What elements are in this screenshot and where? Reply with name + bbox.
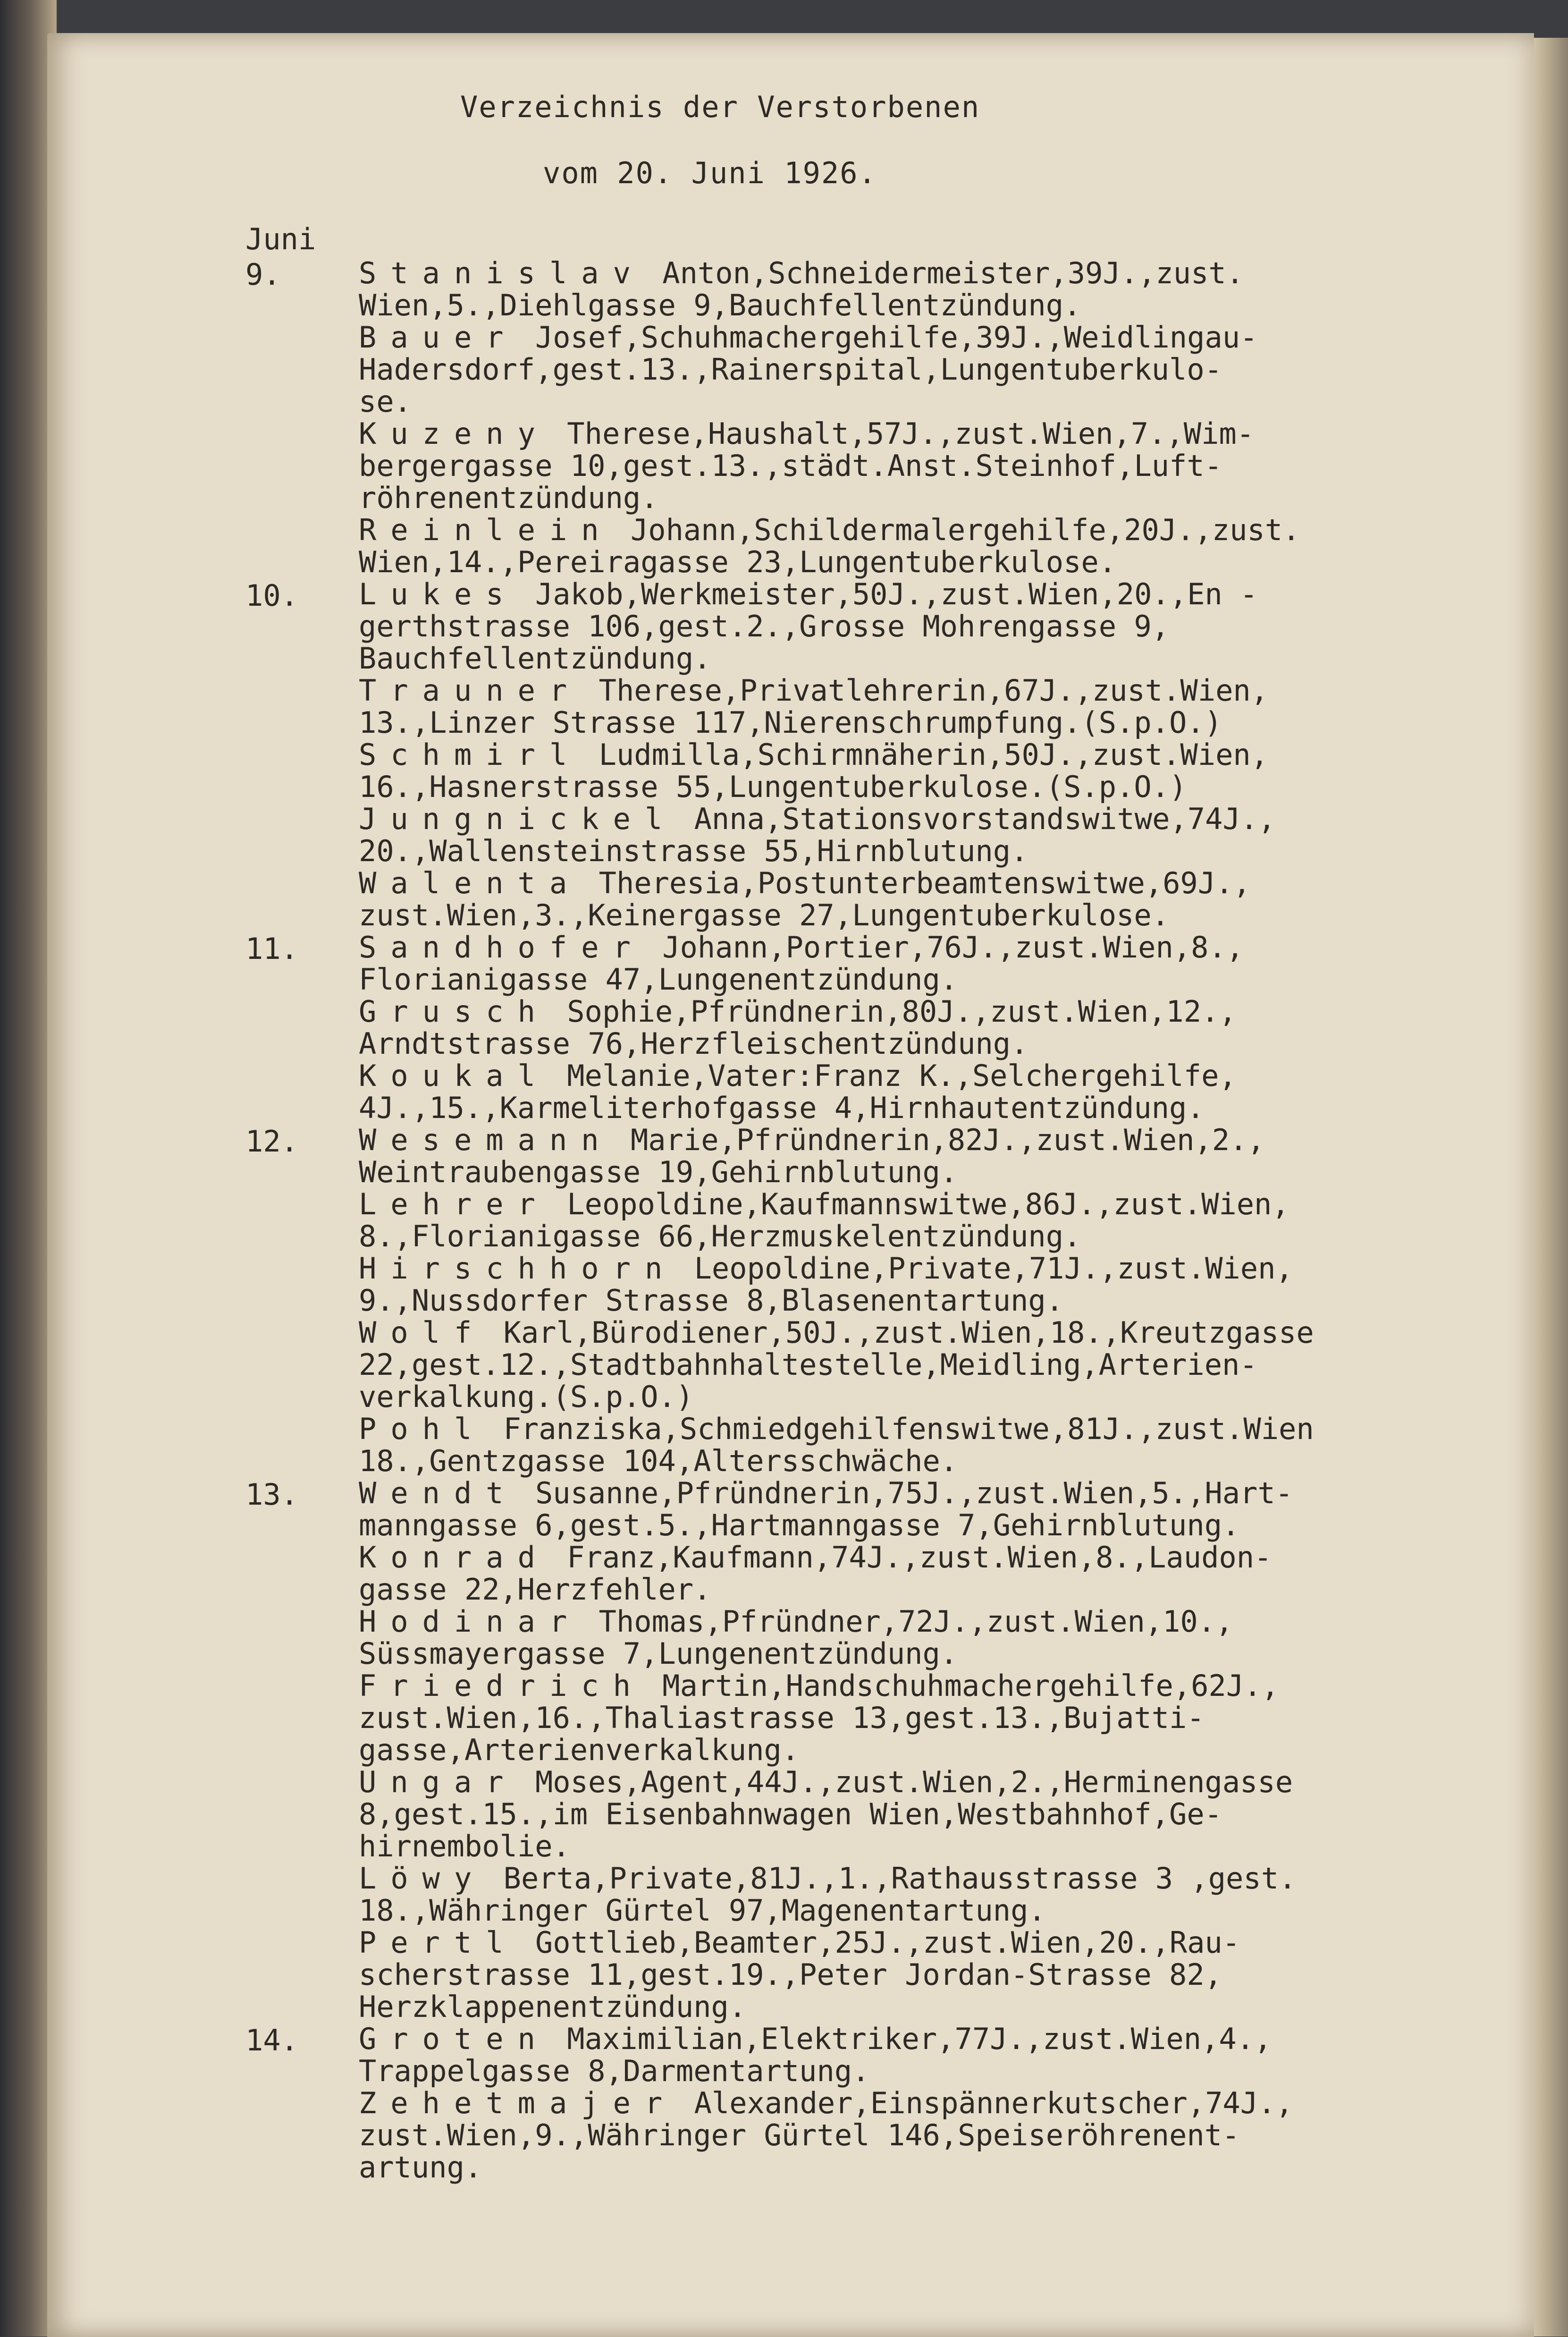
- register-entry: [245, 2023, 1520, 2087]
- register-entry: [245, 675, 1520, 739]
- entry-surname: Hodinar: [359, 1604, 582, 1639]
- entry-day: 10.: [245, 578, 298, 613]
- entry-surname: Reinlein: [359, 513, 613, 547]
- entry-details-line: Josef,Schuhmachergehilfe,39J.,Weidlingau-: [535, 320, 1258, 355]
- entry-details-line: Herzklappenentzündung.: [359, 1990, 747, 2024]
- entry-details-line: zust.Wien,3.,Keinergasse 27,Lungentuberkulose.: [359, 898, 1170, 932]
- register-entry: [245, 867, 1520, 931]
- entry-details-line: gasse 22,Herzfehler.: [359, 1572, 711, 1607]
- entry-details-line: Anna,Stationsvorstandswitwe,74J.,: [694, 802, 1276, 836]
- entry-surname: Konrad: [359, 1540, 549, 1575]
- entry-surname: Schmirl: [359, 737, 582, 772]
- entry-details-line: Trappelgasse 8,Darmentartung.: [359, 2054, 870, 2088]
- entry-details-line: 8.,Florianigasse 66,Herzmuskelentzündung.: [359, 1219, 1081, 1253]
- entry-surname: Zehetmajer: [359, 2086, 677, 2120]
- entry-details-line: Wien,14.,Pereiragasse 23,Lungentuberkulose.: [359, 545, 1117, 579]
- entry-surname: Lukes: [359, 577, 518, 611]
- entry-details-line: Süssmayergasse 7,Lungenentzündung.: [359, 1636, 958, 1671]
- entry-surname: Friedrich: [359, 1668, 645, 1703]
- entry-details-line: artung.: [359, 2150, 482, 2185]
- entry-details-line: Anton,Schneidermeister,39J.,zust.: [662, 256, 1244, 290]
- entry-details-line: verkalkung.(S.p.O.): [359, 1380, 694, 1414]
- entry-details-line: 8,gest.15.,im Eisenbahnwagen Wien,Westbahnhof,Ge-: [359, 1797, 1222, 1831]
- register-entry: [245, 931, 1520, 996]
- entry-details-line: 16.,Hasnerstrasse 55,Lungentuberkulose.(S.p.O.): [359, 770, 1187, 804]
- entry-surname: Pohl: [359, 1412, 486, 1446]
- entry-day: 13.: [245, 1477, 298, 1512]
- entry-details-line: röhrenentzündung.: [359, 481, 658, 515]
- entry-surname: Hirschhorn: [359, 1251, 677, 1286]
- month-label: Juni: [245, 222, 316, 256]
- entry-details-line: Weintraubengasse 19,Gehirnblutung.: [359, 1155, 958, 1189]
- register-entry: [245, 1188, 1520, 1253]
- document-title: Verzeichnis der Verstorbenen: [460, 90, 980, 124]
- document-subtitle: vom 20. Juni 1926.: [543, 156, 877, 190]
- entry-details-line: Maximilian,Elektriker,77J.,zust.Wien,4.,: [567, 2022, 1272, 2056]
- register-entry: [245, 1927, 1520, 2023]
- entry-details-line: Theresia,Postunterbeamtenswitwe,69J.,: [599, 866, 1251, 900]
- entry-surname: Groten: [359, 2022, 549, 2056]
- entry-details-line: Ludmilla,Schirmnäherin,50J.,zust.Wien,: [599, 737, 1269, 772]
- register-entry: [245, 1317, 1520, 1413]
- entry-details-line: Johann,Schildermalergehilfe,20J.,zust.: [630, 513, 1300, 547]
- entry-surname: Jungnickel: [359, 802, 677, 836]
- entry-details-line: Franz,Kaufmann,74J.,zust.Wien,8.,Laudon-: [567, 1540, 1272, 1575]
- entry-surname: Koukal: [359, 1058, 549, 1093]
- entry-surname: Ungar: [359, 1765, 518, 1799]
- entry-details-line: 18.,Gentzgasse 104,Altersschwäche.: [359, 1444, 958, 1478]
- register-entry: [245, 1253, 1520, 1317]
- entry-surname: Wendt: [359, 1476, 518, 1510]
- entry-details-line: manngasse 6,gest.5.,Hartmanngasse 7,Gehirnblutung.: [359, 1508, 1240, 1542]
- entry-surname: Lehrer: [359, 1187, 549, 1221]
- entry-details-line: zust.Wien,9.,Währinger Gürtel 146,Speiseröhrenent-: [359, 2118, 1240, 2152]
- register-entry: [245, 1124, 1520, 1188]
- entry-surname: Grusch: [359, 994, 549, 1029]
- entry-surname: Wesemann: [359, 1123, 613, 1157]
- entry-details-line: Wien,5.,Diehlgasse 9,Bauchfellentzündung.: [359, 288, 1081, 322]
- entry-details-line: Leopoldine,Private,71J.,zust.Wien,: [694, 1251, 1293, 1286]
- entry-surname: Trauner: [359, 673, 582, 708]
- register-entry: [245, 1670, 1520, 1766]
- entry-details-line: Johann,Portier,76J.,zust.Wien,8.,: [662, 930, 1244, 965]
- entry-details-line: Leopoldine,Kaufmannswitwe,86J.,zust.Wien,: [567, 1187, 1290, 1221]
- page-edge: [1534, 38, 1568, 2337]
- entry-details-line: gerthstrasse 106,gest.2.,Grosse Mohrengasse 9,: [359, 609, 1170, 644]
- entry-details-line: se.: [359, 384, 412, 419]
- entry-details-line: Franziska,Schmiedgehilfenswitwe,81J.,zust.Wien: [503, 1412, 1314, 1446]
- register-entry: [245, 418, 1520, 514]
- entry-details-line: Marie,Pfründnerin,82J.,zust.Wien,2.,: [630, 1123, 1265, 1157]
- entry-details-line: Sophie,Pfründnerin,80J.,zust.Wien,12.,: [567, 994, 1237, 1029]
- register-entry: [245, 1863, 1520, 1927]
- register-entry: [245, 1766, 1520, 1863]
- entry-details-line: 13.,Linzer Strasse 117,Nierenschrumpfung.(S.p.O.): [359, 705, 1222, 740]
- entry-details-line: 22,gest.12.,Stadtbahnhaltestelle,Meidling,Arterien-: [359, 1347, 1257, 1382]
- entry-details-line: Florianigasse 47,Lungenentzündung.: [359, 962, 958, 997]
- register-entry: [245, 1477, 1520, 1541]
- entry-details-line: Hadersdorf,gest.13.,Rainerspital,Lungentuberkulo-: [359, 352, 1222, 387]
- entry-day: 9.: [245, 257, 281, 292]
- entry-surname: Pertl: [359, 1925, 518, 1960]
- register-entry: [245, 514, 1520, 578]
- entry-details-line: Therese,Privatlehrerin,67J.,zust.Wien,: [599, 673, 1269, 708]
- entry-details-line: Susanne,Pfründnerin,75J.,zust.Wien,5.,Hart-: [535, 1476, 1293, 1510]
- entry-details-line: Martin,Handschuhmachergehilfe,62J.,: [662, 1668, 1279, 1703]
- entry-surname: Stanislav: [359, 256, 645, 290]
- entry-details-line: hirnembolie.: [359, 1829, 570, 1863]
- entry-details-line: Gottlieb,Beamter,25J.,zust.Wien,20.,Rau-: [535, 1925, 1240, 1960]
- register-entry: [245, 578, 1520, 675]
- register-entry: [245, 1606, 1520, 1670]
- death-register-list: [245, 257, 1520, 2184]
- entry-details-line: Therese,Haushalt,57J.,zust.Wien,7.,Wim-: [567, 416, 1255, 451]
- entry-details-line: gasse,Arterienverkalkung.: [359, 1733, 800, 1767]
- entry-surname: Löwy: [359, 1861, 486, 1896]
- entry-surname: Bauer: [359, 320, 518, 355]
- entry-day: 12.: [245, 1124, 298, 1159]
- register-entry: [245, 803, 1520, 867]
- entry-day: 11.: [245, 931, 298, 966]
- register-entry: [245, 739, 1520, 803]
- entry-day: 14.: [245, 2023, 298, 2058]
- entry-surname: Walenta: [359, 866, 582, 900]
- entry-surname: Kuzeny: [359, 416, 549, 451]
- entry-details-line: Karl,Bürodiener,50J.,zust.Wien,18.,Kreutzgasse: [503, 1315, 1314, 1350]
- entry-details-line: Alexander,Einspännerkutscher,74J.,: [694, 2086, 1293, 2120]
- entry-details-line: 20.,Wallensteinstrasse 55,Hirnblutung.: [359, 834, 1028, 868]
- entry-details-line: zust.Wien,16.,Thaliastrasse 13,gest.13.,Bujatti-: [359, 1701, 1205, 1735]
- entry-details-line: Berta,Private,81J.,1.,Rathausstrasse 3 ,gest.: [503, 1861, 1297, 1896]
- entry-details-line: scherstrasse 11,gest.19.,Peter Jordan-Strasse 82,: [359, 1957, 1222, 1992]
- register-entry: [245, 1413, 1520, 1477]
- register-entry: [245, 2087, 1520, 2184]
- register-entry: [245, 1541, 1520, 1606]
- entry-details-line: 4J.,15.,Karmeliterhofgasse 4,Hirnhautentzündung.: [359, 1091, 1205, 1125]
- entry-details-line: Moses,Agent,44J.,zust.Wien,2.,Herminengasse: [535, 1765, 1293, 1799]
- entry-details-line: Thomas,Pfründner,72J.,zust.Wien,10.,: [599, 1604, 1233, 1639]
- entry-surname: Wolf: [359, 1315, 486, 1350]
- entry-details-line: Bauchfellentzündung.: [359, 641, 711, 676]
- entry-details-line: 18.,Währinger Gürtel 97,Magenentartung.: [359, 1893, 1046, 1928]
- entry-details-line: 9.,Nussdorfer Strasse 8,Blasenentartung.: [359, 1283, 1064, 1318]
- register-entry: [245, 996, 1520, 1060]
- entry-surname: Sandhofer: [359, 930, 645, 965]
- entry-details-line: Arndtstrasse 76,Herzfleischentzündung.: [359, 1026, 1028, 1061]
- register-entry: [245, 257, 1520, 322]
- entry-details-line: bergergasse 10,gest.13.,städt.Anst.Steinhof,Luft-: [359, 449, 1222, 483]
- register-entry: [245, 322, 1520, 418]
- entry-details-line: Melanie,Vater:Franz K.,Selchergehilfe,: [567, 1058, 1237, 1093]
- entry-details-line: Jakob,Werkmeister,50J.,zust.Wien,20.,En -: [535, 577, 1258, 611]
- register-entry: [245, 1060, 1520, 1124]
